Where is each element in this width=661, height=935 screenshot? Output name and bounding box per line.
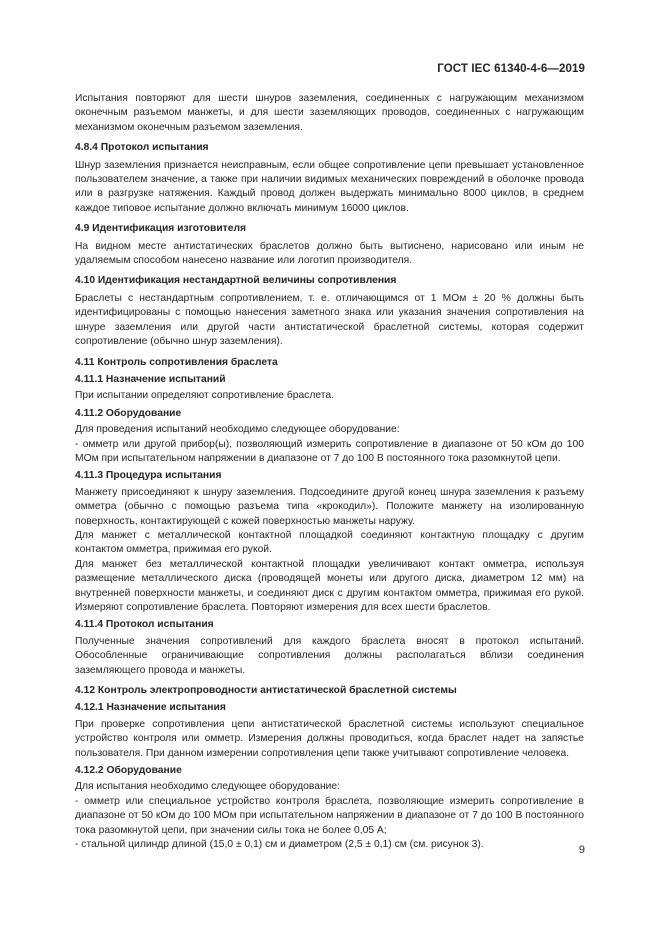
subsection-heading: 4.12.1 Назначение испытания [75,702,226,714]
page-number: 9 [578,844,585,856]
paragraph: При проверке сопротивления цепи антистатической браслетной системы используют специальное устройство контроля или омметр. Измерения должны проводиться, когда браслет надет на запястье пользователя. При данном измерении сопротивления цепи также учитывают сопротивление человека. [75,718,584,759]
subsection-heading: 4.11.1 Назначение испытаний [75,373,226,385]
subsection-heading: 4.11.4 Протокол испытания [75,619,214,631]
paragraph: Для испытания необходимо следующее оборудование: [75,781,340,793]
document-body [75,92,584,853]
paragraph: - омметр или другой прибор(ы), позволяющий измерить сопротивление в диапазоне от 50 кОм до 100 МОм при испытательном напряжении в диапазоне от 7 до 100 В постоянного тока разомкнутой цепи. [75,438,584,464]
section-heading: 4.10 Идентификация нестандартной величины сопротивления [75,275,397,287]
paragraph: Испытания повторяют для шести шнуров заземления, соединенных с нагружающим механизмом оконечным разъемом манжеты, и для шести заземляющих проводов, соединенных с нагружающим механизмом оконечным разъемом заземления. [75,93,584,133]
section-heading: 4.12 Контроль электропроводности антистатической браслетной системы [75,685,457,697]
paragraph: - стальной цилиндр длиной (15,0 ± 0,1) см и диаметром (2,5 ± 0,1) см (см. рисунок 3). [75,839,484,851]
section-heading: 4.9 Идентификация изготовителя [75,223,246,235]
paragraph: Браслеты с нестандартным сопротивлением, т. е. отличающимся от 1 МОм ± 20 % должны быть идентифицированы с помощью нанесения заметного знака или указания значения сопротивления на шнуре заземления или другой части антистатической браслетной системы, которая содержит сопротивление (обычно шнур заземления). [75,292,584,348]
paragraph: Полученные значения сопротивлений для каждого браслета вносят в протокол испытаний. Обособленные ограничивающие сопротивления должны располагаться вблизи соединения заземляющего провода и манжеты. [75,635,584,676]
paragraph: Манжету присоединяют к шнуру заземления. Подсоедините другой конец шнура заземления к разъему омметра (обычно с помощью разъема типа «крокодил»). Положите манжету на изолированную поверхность, контактирующей с кожей поверхностью манжеты наружу. [75,486,584,527]
subsection-heading: 4.12.2 Оборудование [75,765,182,777]
subsection-heading: 4.11.3 Процедура испытания [75,470,222,482]
paragraph: - омметр или специальное устройство контроля браслета, позволяющие измерить сопротивление в диапазоне от 50 кОм до 100 МОм при испытательном напряжении в диапазоне от 7 до 100 В постоянного тока разомкнутой цепи, при значении силы тока не более 0,05 А; [75,795,584,836]
paragraph: Для манжет без металлической контактной площадки увеличивают контакт омметра, используя размещение металлического диска (проводящей монеты или другого диска, диаметром 12 мм) на внутренней поверхности манжеты, и соединяют диск с другим контактом омметра, прижимая его рукой. Измеряют сопротивление браслета. Повторяют измерения для всех шести браслетов. [75,558,584,613]
paragraph: Для манжет с металлической контактной площадкой соединяют контактную площадку с другим контактом омметра, прижимая его рукой. [75,529,584,556]
section-heading: 4.11 Контроль сопротивления браслета [75,356,278,368]
paragraph: При испытании определяют сопротивление браслета. [75,390,334,402]
section-heading: 4.8.4 Протокол испытания [75,142,209,154]
document-header: ГОСТ IEC 61340-4-6—2019 [437,63,585,75]
paragraph: На видном месте антистатических браслетов должно быть вытиснено, нарисовано или иным не удаляемым способом нанесено название или логотип производителя. [75,240,584,267]
paragraph: Для проведения испытаний необходимо следующее оборудование: [75,424,400,436]
paragraph: Шнур заземления признается неисправным, если общее сопротивление цепи превышает установленное пользователем значение, а также при наличии видимых механических повреждений в оболочке провода или в разгрузке натяжения. Каждый провод должен выдержать минимально 8000 циклов, в среднем каждое типовое испытание должно включать минимум 16000 циклов. [75,159,584,214]
subsection-heading: 4.11.2 Оборудование [75,407,182,419]
